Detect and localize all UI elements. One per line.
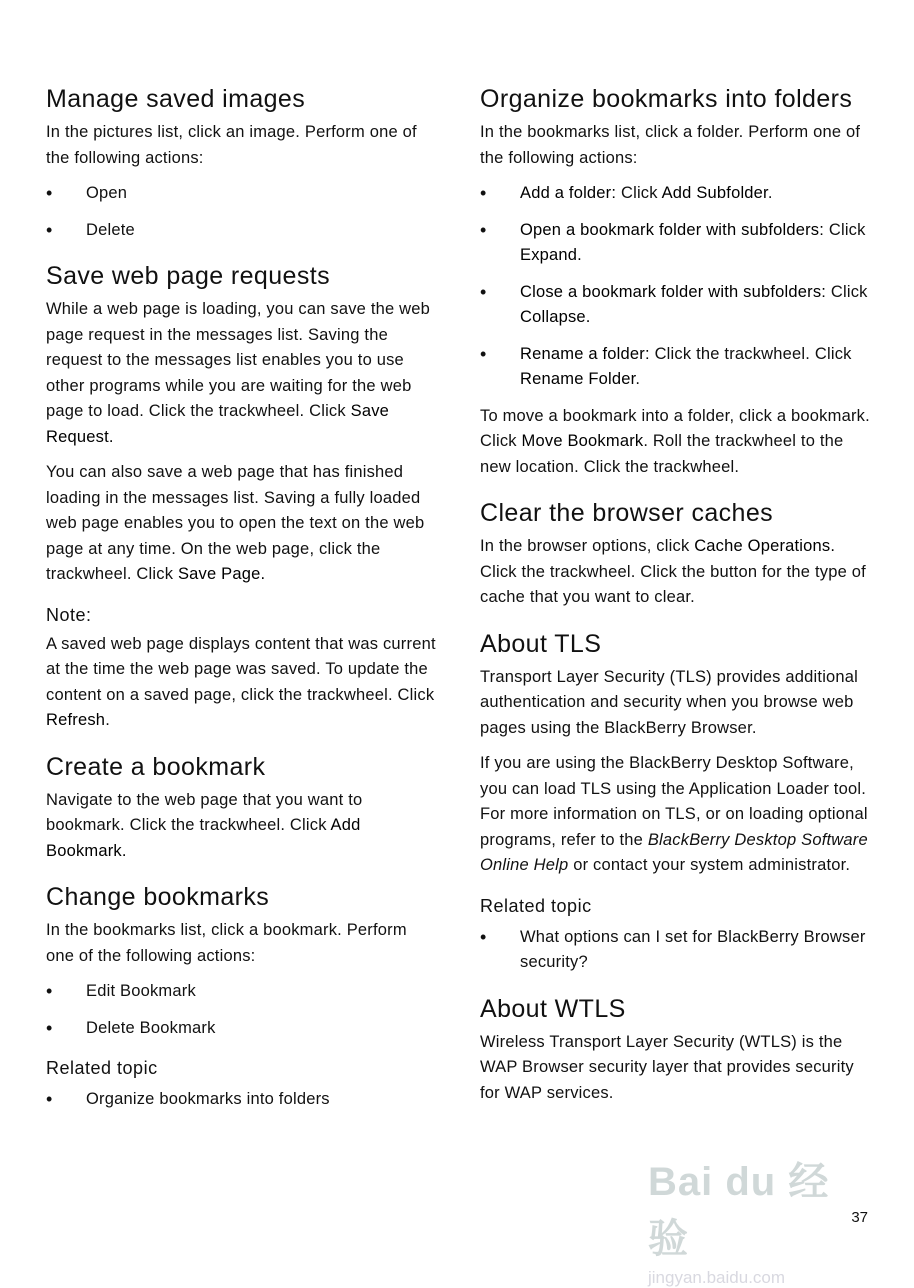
section-title: Clear the browser caches <box>480 499 774 527</box>
section-save-web-page-requests <box>46 261 436 734</box>
ui-action-label: Save Request. <box>46 402 390 446</box>
section-title: Save web page requests <box>46 262 330 290</box>
watermark-url: jingyan.baidu.com <box>648 1268 786 1287</box>
list-item: • Rename a folder: Click the trackwheel. Click Rename Folder. <box>480 342 872 393</box>
paragraph: To move a bookmark into a folder, click a bookmark. Click Move Bookmark. Roll the trackwheel to the new location. Click the trackwheel. <box>480 406 870 476</box>
list-item: • Edit Bookmark <box>46 979 436 1005</box>
baidu-watermark <box>648 1150 868 1287</box>
section-title: About TLS <box>480 629 602 658</box>
section-title: Change bookmarks <box>46 883 270 911</box>
list-item: • Open a bookmark folder with subfolders: Click Expand. <box>480 218 872 269</box>
section-manage-saved-images <box>46 84 436 243</box>
ui-action-label: Refresh <box>46 711 106 729</box>
action-list <box>46 979 436 1041</box>
paragraph: While a web page is loading, you can save the web page request in the messages list. Saving the request to the messages list enables you to use other programs while you are waiting for the web page to load. Click the trackwheel. Click Save Request. <box>46 300 431 446</box>
section-organize-bookmarks <box>480 84 872 480</box>
section-title: Create a bookmark <box>46 752 266 781</box>
list-item: • Open <box>46 181 436 207</box>
section-title: Manage saved images <box>46 85 306 113</box>
related-topic-link[interactable]: • What options can I set for BlackBerry Browser security? <box>480 925 872 976</box>
section-clear-caches <box>480 498 872 611</box>
reference-title: BlackBerry Desktop Software Online Help <box>480 830 868 874</box>
section-title: About WTLS <box>480 994 626 1023</box>
note-label: Note: <box>46 604 92 625</box>
ui-action-label: Cache Operations. <box>694 537 836 555</box>
list-item: • Close a bookmark folder with subfolders: Click Collapse. <box>480 280 872 331</box>
ui-action-label: Move Bookmark <box>521 432 644 450</box>
section-about-wtls <box>480 994 872 1107</box>
ui-action-label: Collapse. <box>520 308 591 326</box>
ui-action-label: Add Subfolder <box>661 184 768 202</box>
paragraph: Transport Layer Security (TLS) provides additional authentication and security when you browse web pages using the BlackBerry Browser. <box>480 667 859 737</box>
paragraph: Wireless Transport Layer Security (WTLS) is the WAP Browser security layer that provides security for WAP services. <box>480 1032 854 1102</box>
related-topic-label: Related topic <box>480 895 592 916</box>
action-list <box>46 181 436 243</box>
right-column <box>480 84 872 1124</box>
list-item: • Add a folder: Click Add Subfolder. <box>480 181 872 207</box>
left-column <box>46 84 436 1131</box>
watermark-logo: Bai du 经验 <box>648 1160 830 1261</box>
ui-action-label: Rename Folder <box>520 370 636 388</box>
paragraph: In the browser options, click Cache Operations. Click the trackwheel. Click the button for the type of cache that you want to clear. <box>480 537 866 606</box>
ui-action-label: Save Page. <box>177 565 266 583</box>
paragraph: Navigate to the web page that you want to bookmark. Click the trackwheel. Click Add Bookmark. <box>46 790 363 860</box>
related-topic-label: Related topic <box>46 1058 158 1078</box>
paragraph: You can also save a web page that has finished loading in the messages list. Saving a fully loaded web page enables you to open the text on the web page at any time. On the web page, click the trackwheel. Click Save Page. <box>46 463 425 583</box>
section-about-tls <box>480 629 872 976</box>
paragraph: If you are using the BlackBerry Desktop Software, you can load TLS using the Application Loader tool. For more information on TLS, or on loading optional programs, refer to the BlackBerry Desktop Software Online Help or contact your system administrator. <box>480 754 868 874</box>
ui-action-label: Expand. <box>520 246 582 264</box>
ui-action-label: Add Bookmark. <box>46 816 361 860</box>
page-number: 37 <box>851 1209 868 1226</box>
section-intro: In the bookmarks list, click a bookmark. Perform one of the following actions: <box>46 921 407 965</box>
list-item: • Delete <box>46 218 436 244</box>
action-list <box>480 181 872 393</box>
section-change-bookmarks <box>46 882 436 1113</box>
section-intro: In the bookmarks list, click a folder. Perform one of the following actions: <box>480 123 861 167</box>
section-title: Organize bookmarks into folders <box>480 85 853 113</box>
related-topic-list <box>46 1087 436 1113</box>
note-text: A saved web page displays content that was current at the time the web page was saved. To update the content on a saved page, click the trackwheel. Click Refresh. <box>46 634 436 729</box>
section-create-bookmark <box>46 752 436 865</box>
list-item: • Delete Bookmark <box>46 1016 436 1042</box>
related-topic-link[interactable]: • Organize bookmarks into folders <box>46 1087 436 1113</box>
related-topic-list <box>480 925 872 976</box>
section-intro: In the pictures list, click an image. Perform one of the following actions: <box>46 123 417 167</box>
